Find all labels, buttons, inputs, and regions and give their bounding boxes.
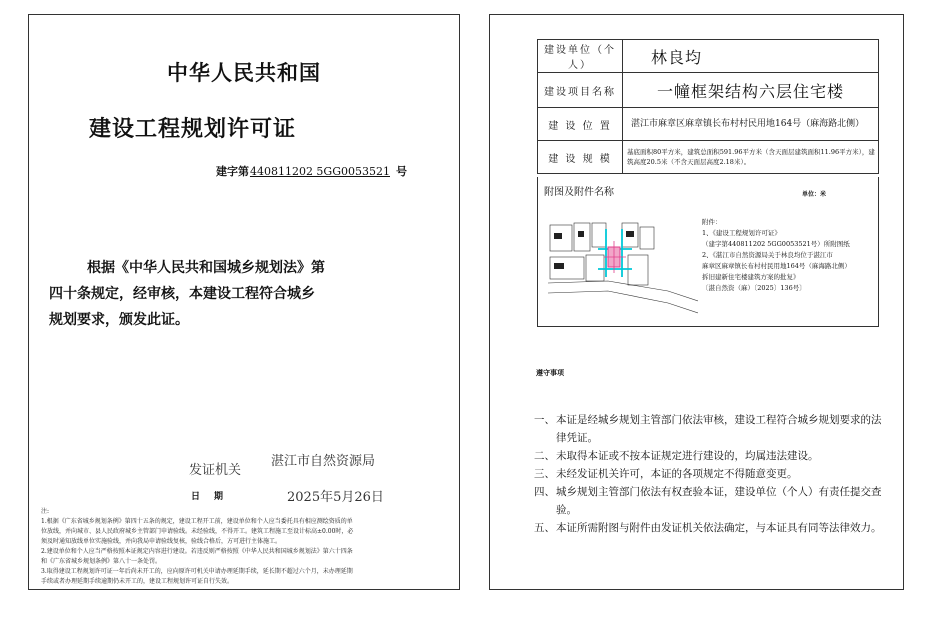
project-info-table	[537, 39, 879, 174]
issuer-value: 湛江市自然资源局	[271, 454, 376, 469]
site-building	[592, 223, 606, 247]
note-line: 须及时通知放线单位实施验线，并向我局申请验线复核，验线合格后，方可进行主体施工。	[41, 538, 282, 545]
table-row	[538, 141, 879, 174]
site-building	[586, 255, 604, 281]
permit-detail-page	[489, 14, 904, 590]
observation-text: 未取得本证或不按本证规定进行建设的，均属违法建设。	[556, 450, 819, 462]
row-value	[623, 141, 879, 174]
country-title: 中华人民共和国	[167, 60, 321, 85]
project-name: 一幢框架结构六层住宅楼	[656, 81, 844, 101]
unit-label: 单位：米	[801, 191, 826, 198]
table-row	[538, 73, 879, 108]
legal-basis-line: 规划要求，颁发此证。	[49, 312, 189, 328]
attachment-line: （建字第440811202 5GG0053521号）所附图纸	[702, 240, 850, 248]
row-label: 建 设 规 模	[538, 141, 623, 174]
site-hatch	[554, 233, 562, 239]
note-line: 手续或者办理延期手续逾期仍未开工的，建设工程规划许可证自行失效。	[41, 578, 234, 585]
site-road-edge	[548, 291, 698, 313]
site-plan-drawing	[548, 221, 698, 321]
site-hatch	[626, 231, 634, 237]
observation-text: 未经发证机关许可，本证的各项规定不得随意变更。	[556, 468, 798, 480]
legal-basis-line: 四十条规定，经审核，本建设工程符合城乡	[49, 286, 315, 302]
observation-item	[534, 465, 884, 483]
observation-number: 四、	[534, 486, 555, 498]
attachment-line: 〔湛自然资（麻）〔2025〕136号〕	[702, 284, 806, 292]
applicant-name: 林良均	[651, 47, 703, 67]
legal-basis	[49, 255, 341, 333]
annex-section	[537, 177, 879, 327]
note-line: 注:	[41, 508, 50, 515]
legal-basis-line: 根据《中华人民共和国城乡规划法》第	[87, 260, 325, 276]
project-scale: 基底面积80平方米，建筑总面积591.96平方米（含天面层建筑面积11.96平方米），建筑高度20.5米（不含天面层高度2.18米）。	[627, 148, 875, 166]
issue-date: 2025年5月26日	[287, 490, 384, 505]
site-hatch	[554, 263, 564, 269]
observation-text: 城乡规划主管部门依法有权查验本证，建设单位（个人）有责任提交查验。	[556, 486, 882, 516]
site-road-edge	[548, 281, 698, 301]
observation-item	[534, 483, 884, 519]
date-label: 日期	[191, 492, 238, 502]
attachment-line: 麻章区麻章镇长布村村民用地164号（麻海路北侧）	[702, 262, 851, 270]
annex-title: 附图及附件名称	[544, 187, 614, 198]
observations-list	[534, 411, 884, 537]
table-row	[538, 40, 879, 73]
observation-number: 二、	[534, 450, 555, 462]
observation-number: 三、	[534, 468, 555, 480]
attachment-list	[702, 217, 878, 294]
issuer-label: 发证机关	[189, 463, 242, 478]
site-building	[640, 227, 654, 249]
observations-title: 遵守事项	[536, 368, 564, 377]
row-value	[623, 40, 879, 73]
notes-section	[41, 507, 413, 587]
project-location: 湛江市麻章区麻章镇长布村村民用地164号（麻海路北侧）	[631, 119, 865, 129]
observation-number: 一、	[534, 414, 555, 426]
observation-text: 本证是经城乡规划主管部门依法审核，建设工程符合城乡规划要求的法律凭证。	[556, 414, 882, 444]
row-value	[623, 73, 879, 108]
attachment-line: 2、《湛江市自然资源局关于林良均位于湛江市	[702, 251, 833, 259]
observation-item	[534, 411, 884, 447]
permit-number-prefix: 建字第	[215, 165, 249, 178]
permit-number-value: 440811202 5GG0053521	[249, 165, 390, 178]
attachment-line: 1、《建设工程规划许可证》	[702, 229, 781, 237]
note-line: 1.根据《广东省城乡规划条例》第四十五条的规定，建设工程开工前，建设单位和个人应当委托具有相应测绘资质的单	[41, 518, 353, 525]
note-line: 位放线，并向城市、县人民政府城乡主管部门申请验线。未经验线，不得开工。建筑工程施工至设计标高±0.00时，必	[41, 528, 354, 535]
site-building	[628, 255, 648, 285]
observation-item	[534, 447, 884, 465]
row-label: 建 设 位 置	[538, 108, 623, 141]
attachment-line: 附件：	[702, 218, 722, 226]
note-line: 3.取得建设工程规划许可证一年后尚未开工的，应向原许可机关申请办理延期手续，延长期不超过六个月，未办理延期	[41, 568, 353, 575]
note-line: 2.建设单位和个人应当严格按照本证规定内容进行建设。若违反则严格按照《中华人民共和国城乡规划法》第六十四条	[41, 548, 353, 555]
row-label: 建设项目名称	[538, 73, 623, 108]
permit-cover-page	[28, 14, 460, 590]
table-row	[538, 108, 879, 141]
observation-number: 五、	[534, 522, 555, 534]
row-value	[623, 108, 879, 141]
note-line: 和《广东省城乡规划条例》第八十一条处罚。	[41, 558, 162, 565]
permit-number	[216, 163, 407, 179]
permit-number-suffix: 号	[396, 165, 407, 178]
row-label: 建设单位（个人）	[538, 40, 623, 73]
attachment-line: 拆旧建新住宅楼建筑方案的批复》	[702, 273, 800, 281]
observation-item	[534, 519, 884, 537]
site-hatch	[578, 231, 584, 237]
permit-title: 建设工程规划许可证	[89, 116, 297, 142]
observation-text: 本证所需附图与附件由发证机关依法确定，与本证具有同等法律效力。	[556, 522, 882, 534]
